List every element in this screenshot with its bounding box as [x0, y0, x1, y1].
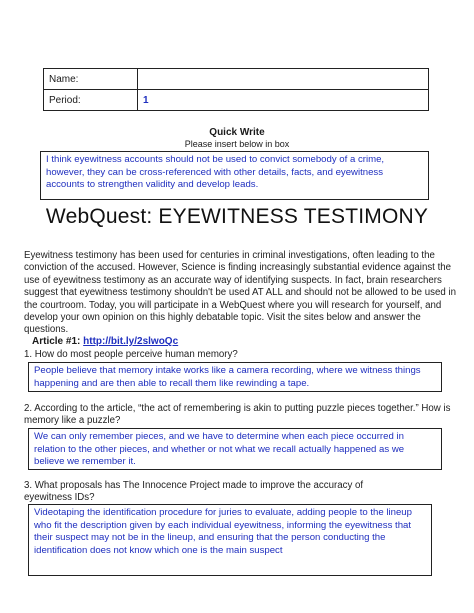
intro-paragraph: Eyewitness testimony has been used for centuries in criminal investigations, often leading to the conviction of the accused. However, Science is finding increasingly substantial evidence against the use of eyewitness testimony as an accurate way of identifying suspects. In fact, brain researchers suggest that eyewitness testimony shouldn't be used AT ALL and should not be allowed to be used in the courtroom. Today, you will participate in a WebQuest where you will research for yourself, and develop your own opinion on this highly debatable topic. Visit the sites below and answer the questions. — [24, 250, 456, 336]
article-1-heading — [32, 336, 178, 347]
answer-3-box[interactable]: Videotaping the identification procedure for juries to evaluate, adding people to the lineup who fit the description given by each individual eyewitness, informing the eyewitness that their suspect may not be in the lineup, and ensuring that the person conducting the identification does not know which one is the main suspect — [28, 504, 432, 576]
article-link[interactable]: http://bit.ly/2slwoQc — [83, 336, 179, 347]
quick-write-answer-box[interactable]: I think eyewitness accounts should not be used to convict somebody of a crime, however, they can be cross-referenced with other details, facts, and eyewitness accounts to strengthen validity and develop leads. — [40, 151, 429, 200]
period-row — [44, 90, 429, 111]
quick-write-instructions: Please insert below in box — [184, 139, 290, 149]
page-title: WebQuest: EYEWITNESS TESTIMONY — [45, 205, 429, 228]
quick-write-title: Quick Write — [209, 127, 265, 138]
question-2: 2. According to the article, “the act of remembering is akin to putting puzzle pieces together.” How is memory like a puzzle? — [24, 403, 451, 427]
article-label: Article #1: — [32, 336, 81, 347]
question-3: 3. What proposals has The Innocence Project made to improve the accuracy of eyewitness IDs? — [24, 480, 364, 504]
name-label: Name: — [44, 69, 138, 90]
answer-2-box[interactable]: We can only remember pieces, and we have to determine when each piece occurred in relation to the other pieces, and whether or not what we recall actually happened as we believe we remember it. — [28, 428, 442, 470]
answer-1-box[interactable]: People believe that memory intake works like a camera recording, where we witness things happening and are then able to recall them like rewinding a tape. — [28, 362, 442, 392]
question-1: 1. How do most people perceive human memory? — [24, 349, 238, 360]
period-field[interactable]: 1 — [138, 90, 429, 111]
student-info-table — [43, 68, 429, 111]
name-field[interactable] — [138, 69, 429, 90]
name-row — [44, 69, 429, 90]
period-label: Period: — [44, 90, 138, 111]
